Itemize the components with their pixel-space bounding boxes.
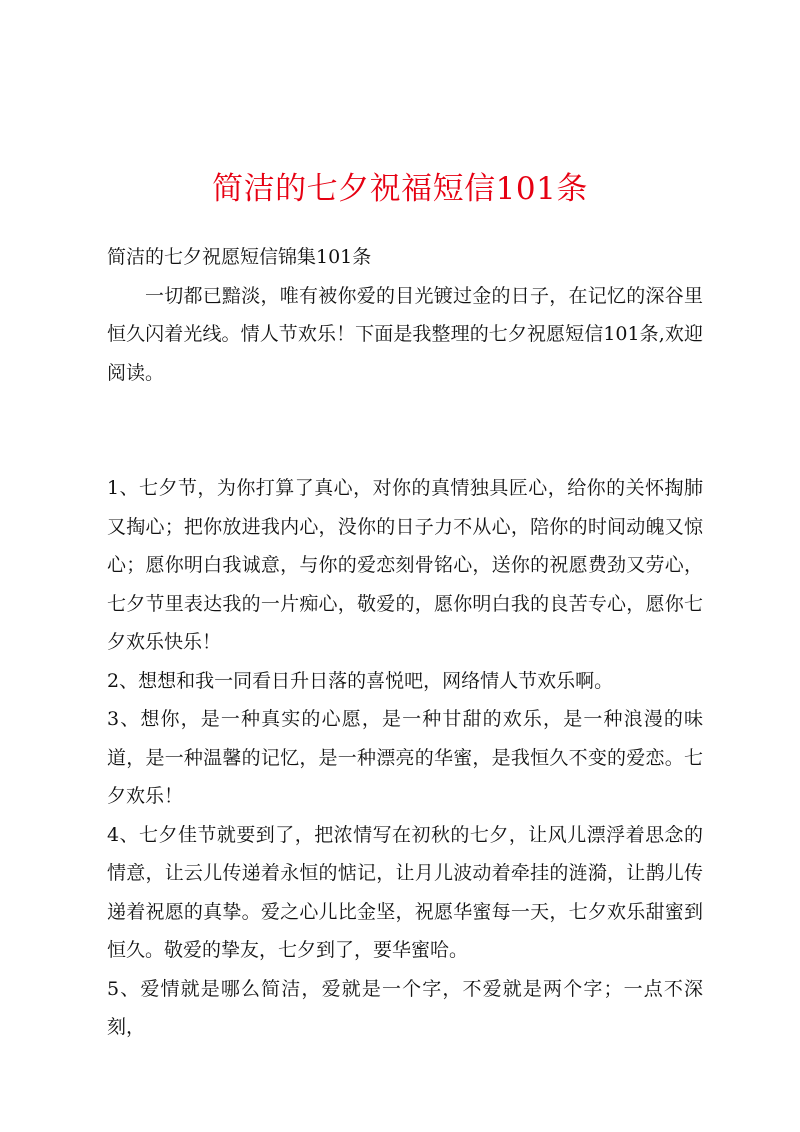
document-body [107,238,703,1047]
list-item: 3、想你，是一种真实的心愿，是一种甘甜的欢乐，是一种浪漫的味道，是一种温馨的记忆，是一种漂亮的华蜜，是我恒久不变的爱恋。七夕欢乐！ [107,708,703,807]
list-item: 5、爱情就是哪么简洁，爱就是一个字，不爱就是两个字；一点不深刻， [107,977,703,1038]
list-item: 2、想想和我一同看日升日落的喜悦吧，网络情人节欢乐啊。 [107,669,614,692]
list-item: 1、七夕节，为你打算了真心，对你的真情独具匠心，给你的关怀掏肺又掏心；把你放进我内心，没你的日子力不从心，陪你的时间动魄又惊心；愿你明白我诚意，与你的爱恋刻骨铭心，送你的祝愿费劲又劳心，七夕节里表达我的一片痴心，敬爱的，愿你明白我的良苦专心，愿你七夕欢乐快乐！ [107,477,703,653]
document-title: 简洁的七夕祝福短信101条 [212,171,588,207]
paragraph-spacer [107,392,703,469]
list-item: 4、七夕佳节就要到了，把浓情写在初秋的七夕，让风儿漂浮着思念的情意，让云儿传递着永恒的惦记，让月儿波动着牵挂的涟漪，让鹊儿传递着祝愿的真挚。爱之心儿比金坚，祝愿华蜜每一天，七夕欢乐甜蜜到恒久。敬爱的挚友，七夕到了，要华蜜哈。 [107,823,703,961]
document-subtitle: 简洁的七夕祝愿短信锦集101条 [107,246,372,268]
intro-paragraph: 一切都已黯淡，唯有被你爱的目光镀过金的日子，在记忆的深谷里恒久闪着光线。情人节欢乐！下面是我整理的七夕祝愿短信101条,欢迎阅读。 [107,284,703,384]
